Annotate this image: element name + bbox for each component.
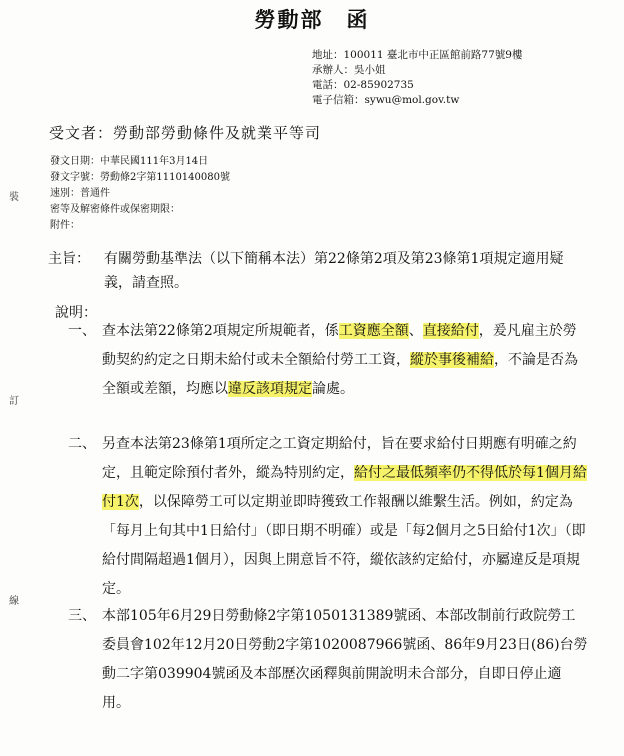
contact-person-line: 承辦人：吳小姐 — [312, 64, 386, 76]
item-number: 一、 — [68, 323, 96, 339]
highlighted-text: 工資應全額 — [338, 323, 409, 339]
secrecy-level: 密等及解密條件或保密期限： — [50, 204, 180, 215]
item-text: 另查本法第23條第1項所定之工資定期給付，旨在要求給付日期應有明確之約定，且範定除預付者外，縱為特別約定， — [102, 436, 577, 481]
item-text: ，不論是否為全額或差額，均應以 — [102, 352, 578, 397]
issue-date: 發文日期：中華民國111年3月14日 — [50, 156, 209, 167]
item-text: ，爰凡雇主於勞動契約約定之日期未給付或未全額給付勞工工資， — [102, 323, 577, 368]
item-body — [102, 317, 588, 404]
item-text: 查本法第22條第2項規定所規範者，係 — [102, 323, 339, 339]
item-number: 三、 — [68, 608, 96, 624]
explanation-item-1 — [68, 317, 588, 404]
subject-text: 有關勞動基準法（以下簡稱本法）第22條第2項及第23條第1項規定適用疑義，請查照。 — [104, 251, 564, 291]
binding-mark-bottom: 線 — [9, 596, 19, 607]
item-body — [102, 430, 588, 604]
receiver-line: 受文者：勞動部勞動條件及就業平等司 — [49, 124, 322, 142]
item-text: ，以保障勞工可以定期並即時獲致工作報酬以維繫生活。例如，約定為「每月上旬其中1日給付」（即日期不明確）或是「每2個月之5日給付1次」（即給付間隔超過1個月），因與上開意旨不符，縱依該約定給付，亦屬違反是項規定。 — [102, 494, 586, 597]
attachment-line: 附件： — [50, 220, 80, 231]
item-text: 本部105年6月29日勞動條2字第1050131389號函、本部改制前行政院勞工委員會102年12月20日勞動2字第1020087966號函、86年9月23日(86)台勞動二字第039904號函及本部歷次函釋與前開說明未合部分，自即日停止適用。 — [102, 608, 588, 711]
highlighted-text: 給付之最低頻率仍不得低於每1個月給付1次 — [102, 465, 587, 510]
item-text: 、 — [408, 323, 423, 339]
meta-block — [50, 154, 230, 234]
email-line: 電子信箱：sywu@mol.gov.tw — [312, 94, 460, 106]
address-line: 地址：100011 臺北市中正區館前路77號9樓 — [312, 49, 523, 61]
item-number: 二、 — [68, 436, 96, 452]
item-body — [102, 602, 588, 718]
item-text: 論處。 — [312, 381, 354, 397]
document-number: 發文字號：勞動條2字第1110140080號 — [50, 172, 230, 183]
delivery-speed: 速別：普通件 — [50, 188, 110, 199]
phone-line: 電話：02-85902735 — [312, 79, 414, 91]
explanation-item-3 — [68, 602, 588, 718]
subject-block — [48, 247, 588, 295]
highlighted-text: 縱於事後補給 — [410, 352, 494, 368]
subject-label: 主旨： — [48, 251, 90, 267]
highlighted-text: 直接給付 — [422, 323, 479, 339]
document-title: 勞動部 函 — [254, 7, 370, 32]
explanation-label: 說明： — [55, 305, 97, 321]
binding-mark-middle: 訂 — [9, 396, 19, 407]
contact-block — [312, 48, 522, 108]
highlighted-text: 違反該項規定 — [228, 381, 312, 397]
binding-mark-top: 裝 — [9, 192, 19, 203]
explanation-item-2 — [68, 430, 588, 604]
